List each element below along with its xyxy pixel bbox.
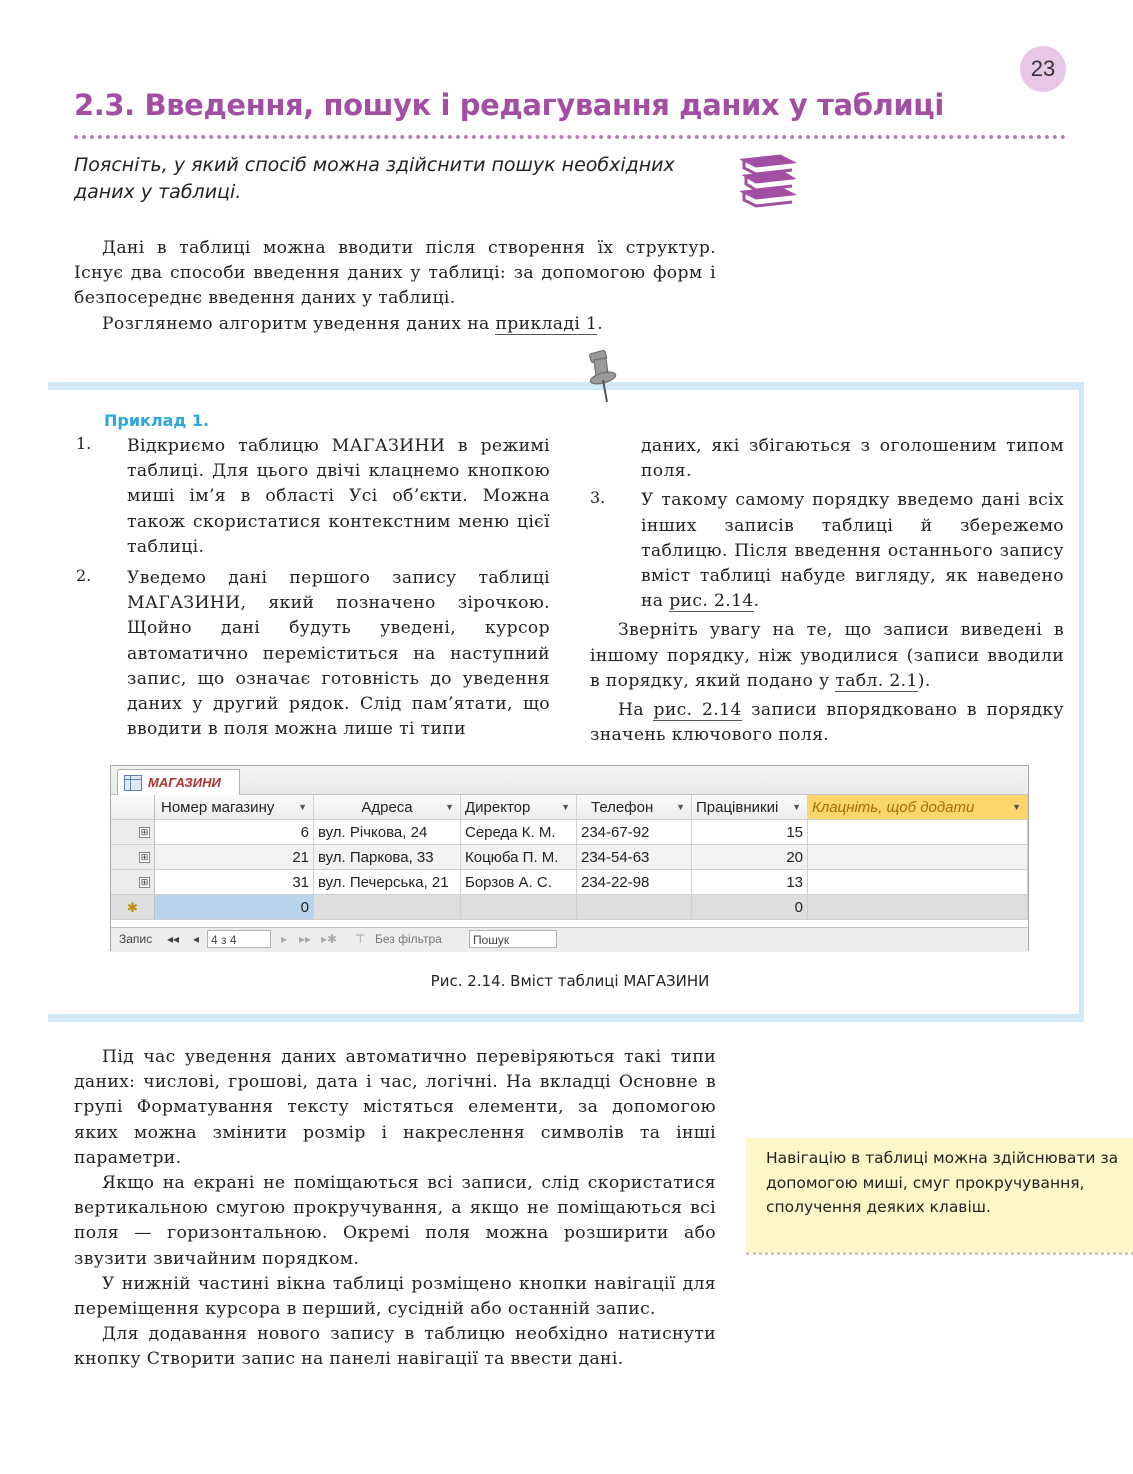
note-1-text: Зверніть увагу на те, що записи виведені в іншому порядку, ніж уводилися (записи вводили в порядку, який подано у [590, 620, 1064, 691]
sort-arrow-icon[interactable]: ▼ [676, 802, 685, 812]
column-label: Клацніть, щоб додати [812, 799, 975, 816]
column-header-add-field[interactable] [808, 795, 1028, 820]
first-record-icon[interactable]: ◂◂ [167, 932, 180, 946]
page-number: 23 [1020, 46, 1066, 92]
record-selector[interactable] [111, 870, 155, 895]
step-text: даних, які збігаються з оголошеним типом поля. [641, 436, 1064, 482]
body-paragraph-4: Для додавання нового запису в таблицю необхідно натиснути кнопку Створити запис на панелі навігації та ввести дані. [74, 1324, 716, 1370]
note-2-text: На [618, 700, 654, 721]
tab-label: МАГАЗИНИ [148, 775, 221, 790]
record-label: Запис [119, 932, 153, 946]
cell-add-field[interactable] [808, 895, 1028, 920]
intro-p2-text: Розглянемо алгоритм уведення даних на [102, 313, 496, 334]
cell-address[interactable]: вул. Паркова, 33 [314, 845, 461, 870]
note-1-end: ). [917, 670, 931, 691]
column-header-phone[interactable] [577, 795, 692, 820]
table-row[interactable] [111, 845, 1028, 870]
table-link[interactable]: табл. 2.1 [835, 670, 918, 691]
cell-add-field[interactable] [808, 845, 1028, 870]
step-number: 3. [590, 488, 606, 508]
example-step-2-continued [590, 434, 1064, 484]
pushpin-icon [584, 348, 620, 406]
body-text [74, 1045, 716, 1373]
table-row[interactable] [111, 870, 1028, 895]
sort-arrow-icon[interactable]: ▼ [561, 802, 570, 812]
intro-paragraph-2 [74, 312, 716, 337]
title-divider [74, 135, 1066, 139]
step-3-text: У такому самому порядку введемо дані всіх інших записів таблиці й збережемо таблицю. Після введення останнього запису вміст таблиці набуде вигляду, як наведено на [641, 490, 1064, 612]
cell-number[interactable]: 0 [155, 895, 314, 920]
example-column-right [590, 434, 1064, 748]
cell-employees[interactable]: 13 [692, 870, 808, 895]
intro-p2-end: . [597, 313, 604, 334]
cell-phone[interactable]: 234-67-92 [577, 820, 692, 845]
new-record-nav-icon[interactable]: ▸✱ [321, 932, 338, 946]
expand-icon[interactable]: ⊞ [140, 877, 149, 887]
select-all-cell[interactable] [111, 795, 155, 820]
column-header-address[interactable] [314, 795, 461, 820]
column-header-number[interactable] [155, 795, 314, 820]
last-record-icon[interactable]: ▸▸ [299, 932, 312, 946]
search-input[interactable]: Пошук [469, 930, 557, 948]
example-step-1 [76, 434, 550, 560]
body-paragraph-1: Під час уведення даних автоматично перевіряються такі типи даних: числові, грошові, дата і час, логічні. На вкладці Основне в групі Форматування тексту містяться елементи, за допомогою яких можна змінити розмір і накреслення символів та інші параметри. [74, 1047, 716, 1168]
example-link[interactable]: прикладі 1 [495, 313, 598, 334]
intro-paragraph-1: Дані в таблиці можна вводити після створення їх структур. Існує два способи введення даних у таблиці: за допомогою форм і безпосереднє введення даних у таблиці. [74, 238, 716, 309]
cell-director[interactable]: Середа К. М. [461, 820, 577, 845]
cell-phone[interactable] [577, 895, 692, 920]
step-text [641, 488, 1064, 614]
cell-add-field[interactable] [808, 870, 1028, 895]
example-note-2 [590, 698, 1064, 748]
question-text: Поясніть, у який спосіб можна здійснити пошук необхідних даних у таблиці. [74, 154, 675, 203]
intro-text [74, 236, 716, 337]
record-selector[interactable] [111, 820, 155, 845]
current-record-input[interactable]: 4 з 4 [207, 930, 271, 948]
column-label: Телефон [591, 799, 654, 816]
cell-address[interactable]: вул. Печерська, 21 [314, 870, 461, 895]
body-paragraph-3: У нижній частині вікна таблиці розміщено кнопки навігації для переміщення курсора в перший, сусідній або останній запис. [74, 1273, 716, 1320]
cell-phone[interactable]: 234-54-63 [577, 845, 692, 870]
step-text: Уведемо дані першого запису таблиці МАГАЗИНИ, який позначено зірочкою. Щойно дані будуть уведені, курсор автоматично переміститься на наступний запис, що означає готовність до уведення даних у другий рядок. Слід пам’ятати, що вводити в поля можна лише ті типи [127, 568, 550, 740]
new-record-icon[interactable]: ✱ [111, 895, 155, 920]
side-note: Навігацію в таблиці можна здійснювати за допомогою миші, смуг прокручування, сполучення деяких клавіш. [746, 1138, 1133, 1253]
cell-number[interactable]: 6 [155, 820, 314, 845]
access-table-window [110, 765, 1029, 951]
figure-link[interactable]: рис. 2.14 [669, 591, 754, 612]
cell-director[interactable] [461, 895, 577, 920]
cell-add-field[interactable] [808, 820, 1028, 845]
column-label: Номер магазину [161, 799, 275, 816]
cell-phone[interactable]: 234-22-98 [577, 870, 692, 895]
filter-status[interactable]: Без фільтра [375, 932, 442, 946]
record-navigation-bar [111, 927, 1028, 952]
cell-number[interactable]: 21 [155, 845, 314, 870]
column-label: Директор [465, 799, 531, 816]
section-title: 2.3. Введення, пошук і редагування даних у таблиці [74, 88, 944, 122]
document-tab-bar [111, 766, 1028, 795]
cell-employees[interactable]: 15 [692, 820, 808, 845]
example-title: Приклад 1. [104, 411, 210, 430]
cell-director[interactable]: Борзов А. С. [461, 870, 577, 895]
sort-arrow-icon[interactable]: ▼ [298, 802, 307, 812]
column-label: Працівникиі [696, 799, 779, 816]
step-3-end: . [753, 591, 760, 612]
expand-icon[interactable]: ⊞ [140, 827, 149, 837]
body-paragraph-2: Якщо на екрані не поміщаються всі записи, слід скористатися вертикальною смугою прокручування, а якщо не поміщаються всі поля — горизонтальною. Окремі поля можна розширити або звузити звичайним порядком. [74, 1173, 716, 1269]
books-icon [740, 152, 796, 210]
tab-magazyny[interactable] [117, 769, 240, 795]
example-step-3 [590, 488, 1064, 614]
previous-record-icon[interactable]: ◂ [193, 932, 200, 946]
next-record-icon[interactable]: ▸ [281, 932, 288, 946]
example-step-2 [76, 566, 550, 742]
sort-arrow-icon[interactable]: ▼ [792, 802, 801, 812]
figure-caption: Рис. 2.14. Вміст таблиці МАГАЗИНИ [430, 972, 710, 990]
figure-link[interactable]: рис. 2.14 [653, 700, 742, 721]
cell-address[interactable]: вул. Річкова, 24 [314, 820, 461, 845]
step-number: 2. [76, 566, 92, 586]
cell-employees[interactable]: 0 [692, 895, 808, 920]
table-icon [124, 775, 142, 791]
new-record-row[interactable] [111, 895, 1028, 920]
example-note-1 [590, 618, 1064, 694]
column-header-employees[interactable] [692, 795, 808, 820]
column-header-director[interactable] [461, 795, 577, 820]
step-text: Відкриємо таблицю МАГАЗИНИ в режимі таблиці. Для цього двічі клацнемо кнопкою миші ім’я в області Усі об’єкти. Можна також скористатися контекстним меню цієї таблиці. [127, 436, 550, 557]
side-note-divider [746, 1252, 1133, 1255]
header-row [111, 795, 1028, 820]
table-row[interactable] [111, 820, 1028, 845]
sort-arrow-icon[interactable]: ▼ [445, 802, 454, 812]
step-number: 1. [76, 434, 92, 453]
cell-address[interactable] [314, 895, 461, 920]
filter-icon: ⊤ [355, 932, 366, 946]
note-2-end: записи впорядковано в порядку значень ключового поля. [590, 700, 1064, 746]
example-column-left [76, 434, 550, 742]
cell-number[interactable]: 31 [155, 870, 314, 895]
cell-employees[interactable]: 20 [692, 845, 808, 870]
record-selector[interactable] [111, 845, 155, 870]
sort-arrow-icon[interactable]: ▼ [1012, 802, 1021, 812]
column-label: Адреса [361, 799, 413, 816]
expand-icon[interactable]: ⊞ [140, 852, 149, 862]
cell-director[interactable]: Коцюба П. М. [461, 845, 577, 870]
